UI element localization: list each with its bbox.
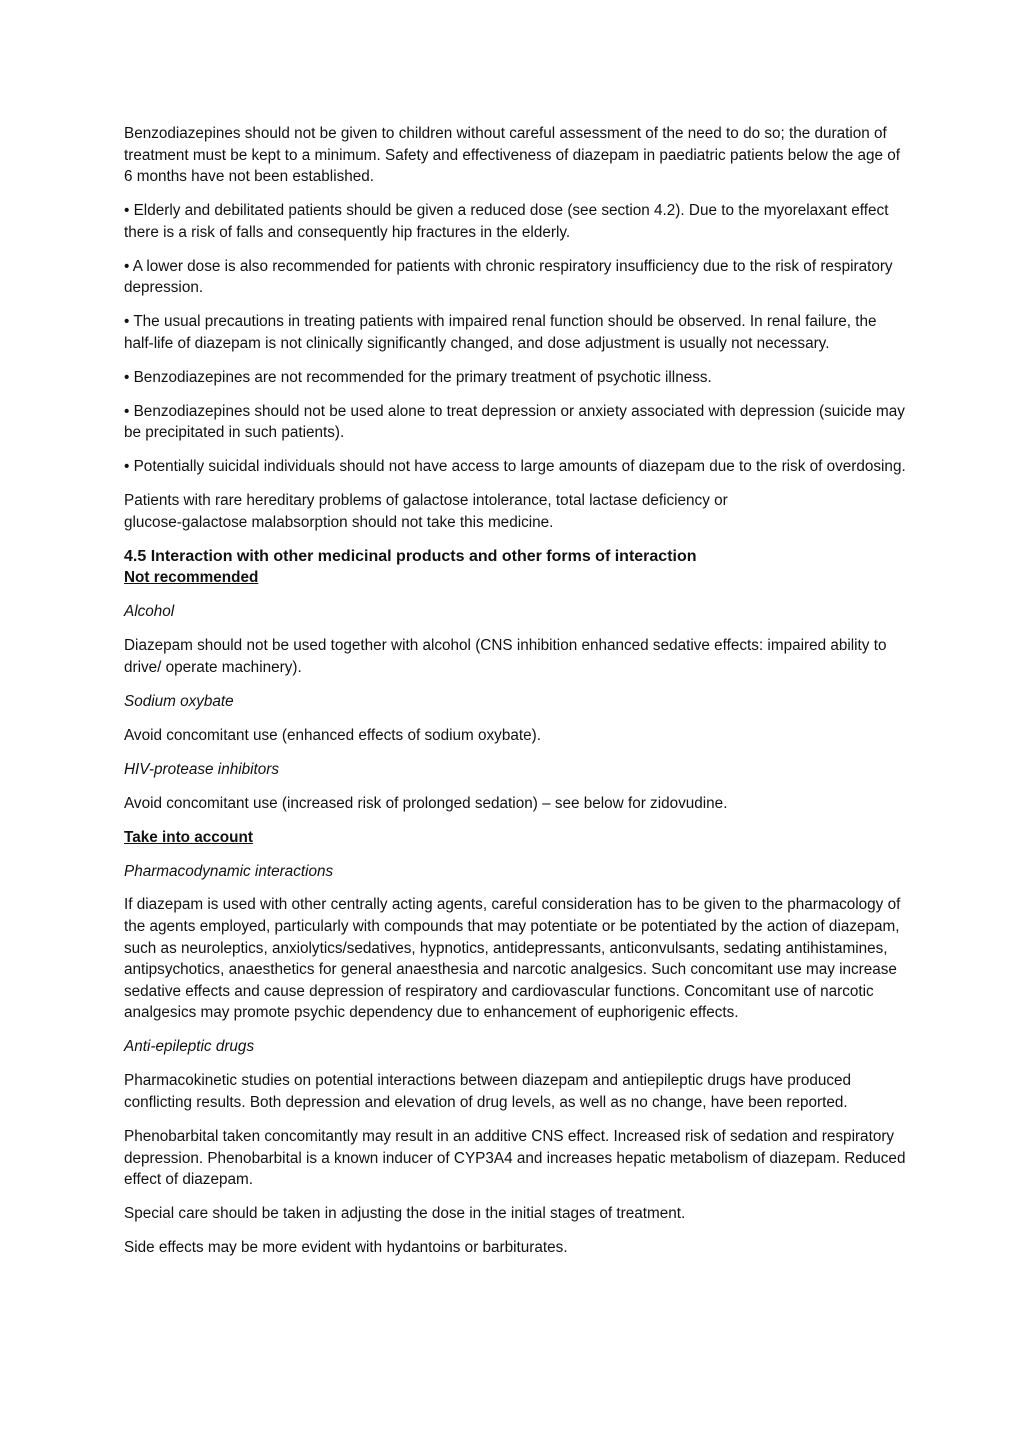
sodium-oxybate-text: Avoid concomitant use (enhanced effects of sodium oxybate).	[124, 726, 541, 744]
galactose-line-1: Patients with rare hereditary problems of galactose intolerance, total lactase deficiency or	[124, 492, 728, 510]
take-into-account-heading: Take into account	[124, 828, 253, 846]
paragraph-elderly: • Elderly and debilitated patients should be given a reduced dose (see section 4.2). Due to the myorelaxant effect there is a risk of falls and consequently hip fractures in the elderly.	[124, 202, 889, 241]
hiv-title: HIV-protease inhibitors	[124, 760, 280, 778]
paragraph-respiratory: • A lower dose is also recommended for patients with chronic respiratory insufficiency due to the risk of respiratory depression.	[124, 257, 893, 297]
pharmacodynamic-title: Pharmacodynamic interactions	[124, 862, 334, 880]
paragraph-children: Benzodiazepines should not be given to children without careful assessment of the need to do so; the duration of treatment must be kept to a minimum. Safety and effectiveness of diazepam in paediatric patients below the age of 6 months have not been established.	[124, 125, 901, 186]
paragraph-galactose	[124, 490, 909, 533]
paragraph-depression: • Benzodiazepines should not be used alone to treat depression or anxiety associated with depression (suicide may be precipitated in such patients).	[124, 402, 905, 442]
paragraph-psychotic: • Benzodiazepines are not recommended for the primary treatment of psychotic illness.	[124, 368, 712, 386]
document-page	[124, 123, 909, 1271]
sodium-oxybate-title: Sodium oxybate	[124, 692, 234, 710]
special-care-text: Special care should be taken in adjusting the dose in the initial stages of treatment.	[124, 1205, 686, 1223]
pharmacodynamic-text: If diazepam is used with other centrally acting agents, careful consideration has to be given to the pharmacology of the agents employed, particularly with compounds that may potentiate or be potentiated by the action of diazepam, such as neuroleptics, anxiolytics/sedatives, hypnotics, antidepressants, anticonvulsants, sedating antihistamines, antipsychotics, anaesthetics for general anaesthesia and narcotic analgesics. Such concomitant use may increase sedative effects and cause depression of respiratory and cardiovascular functions. Concomitant use of narcotic analgesics may promote psychic dependency due to enhancement of euphorigenic effects.	[124, 896, 901, 1022]
alcohol-text: Diazepam should not be used together with alcohol (CNS inhibition enhanced sedative effects: impaired ability to drive/ operate machinery).	[124, 637, 887, 676]
galactose-line-2: glucose-galactose malabsorption should not take this medicine.	[124, 514, 554, 532]
alcohol-title: Alcohol	[124, 603, 175, 621]
paragraph-renal: • The usual precautions in treating patients with impaired renal function should be observed. In renal failure, the half-life of diazepam is not clinically significantly changed, and dose adjustment is usually not necessary.	[124, 313, 877, 352]
paragraph-suicidal: • Potentially suicidal individuals should not have access to large amounts of diazepam due to the risk of overdosing.	[124, 458, 906, 476]
not-recommended-heading: Not recommended	[124, 569, 259, 587]
section-heading: 4.5 Interaction with other medicinal products and other forms of interaction	[124, 548, 697, 566]
antiepileptic-title: Anti-epileptic drugs	[124, 1038, 255, 1056]
hiv-text: Avoid concomitant use (increased risk of prolonged sedation) – see below for zidovudine.	[124, 794, 728, 812]
phenobarbital-text: Phenobarbital taken concomitantly may result in an additive CNS effect. Increased risk of sedation and respiratory depression. Phenobarbital is a known inducer of CYP3A4 and increases hepatic metabolism of diazepam. Reduced effect of diazepam.	[124, 1128, 906, 1189]
antiepileptic-text: Pharmacokinetic studies on potential interactions between diazepam and antiepileptic drugs have produced conflicting results. Both depression and elevation of drug levels, as well as no change, have been reported.	[124, 1072, 852, 1112]
side-effects-text: Side effects may be more evident with hydantoins or barbiturates.	[124, 1239, 568, 1257]
